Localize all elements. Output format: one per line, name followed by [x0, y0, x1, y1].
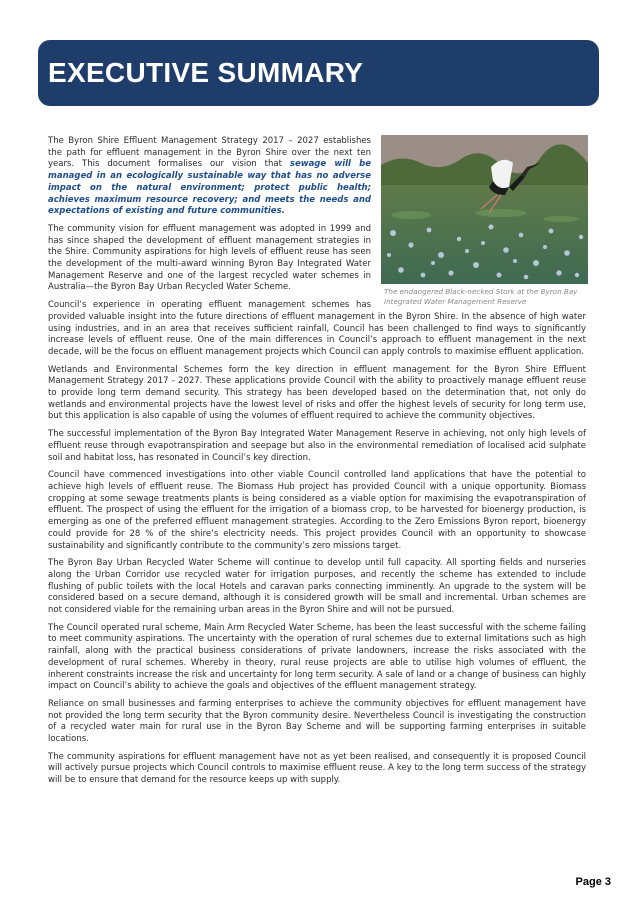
paragraph-2: The community vision for effluent management was adopted in 1999 and has since shaped the development of effluent management strategies in the Shire. Community aspirations for high levels of effluent reuse has seen the development of the multi-award winning Byron Bay Integrated Water Management Reserve and one of the largest recycled water schemes in Australia—the Byron Bay Urban Recycled Water Scheme.	[48, 223, 371, 293]
body-text	[48, 136, 586, 793]
page-title: EXECUTIVE SUMMARY	[48, 57, 364, 88]
paragraph-10: The community aspirations for effluent management have not as yet been realised, and consequently it is proposed Council will actively pursue projects which Council controls to maximise effluent reuse. A key to the long term success of the strategy will be to ensure that demand for the resource keeps up with supply.	[48, 751, 586, 786]
paragraph-1-lead: The Byron Shire Effluent Management Strategy 2017 – 2027 establishes the path for effluent management in the Byron Shire over the next ten years. This document formalises our vision that	[48, 136, 371, 170]
photo-caption: The endangered Black-necked Stork at the Byron Bay Integrated Water Management Reserve	[384, 287, 578, 306]
paragraph-8: The Council operated rural scheme, Main Arm Recycled Water Scheme, has been the least successful with the scheme failing to meet community aspirations. The uncertainty with the operation of rural schemes due to external limitations such as high rainfall, along with the practical business considerations of private landowners, increase the risks associated with the development of rural schemes. Whereby in theory, rural reuse projects are able to utilise high volumes of effluent, the inherent constraints increase the risk and uncertainty for long term security. A sale of land or a change of business can highly impact on Council’s ability to achieve the goals and objectives of the effluent management strategy.	[48, 622, 586, 692]
stork-photo-icon	[381, 135, 588, 284]
paragraph-3: Council’s experience in operating effluent management schemes has provided valuable insight into the future directions of effluent management in the Byron Shire. In the absence of high water using industries, and in an area that receives sufficient rainfall, Council has been challenged to find ways to significantly increase levels of effluent reuse. One of the main differences in Council’s approach to effluent management in the next decade, will be the focus on effluent management projects which Council can apply controls to maximise effluent application.	[48, 300, 586, 357]
photo-figure	[381, 135, 588, 307]
paragraph-6: Council have commenced investigations into other viable Council controlled land applications that have the potential to achieve high levels of effluent reuse. The Biomass Hub project has provided Council with a unique opportunity. Biomass cropping at some sewage treatments plants is being considered as a viable option for maximising the evapotranspiration of effluent. The prospect of using the effluent for the irrigation of a biomass crop, to be harvested for bioenergy production, is emerging as one of the preferred effluent management strategies. According to the Zero Emissions Byron report, bioenergy could provide for 28 % of the shire’s electricity needs. This project provides Council with an opportunity to showcase sustainability and significantly contribute to the community’s zero missions target.	[48, 470, 586, 551]
title-banner	[38, 40, 599, 106]
paragraph-4: Wetlands and Environmental Schemes form the key direction in effluent management for the Byron Shire Effluent Management Strategy 2017 - 2027. These applications provide Council with the ability to proactively manage effluent reuse to provide long term demand security. This strategy has been developed based on the determination that, not only do wetlands and environmental projects have the lowest level of risks and offer the highest levels of security for long term use, but this application is also capable of using the volumes of effluent required to achieve the community objectives.	[48, 364, 586, 422]
page-number: Page 3	[575, 876, 611, 888]
paragraph-7: The Byron Bay Urban Recycled Water Scheme will continue to develop until full capacity. All sporting fields and nurseries along the Urban Corridor use recycled water for irrigation purposes, and recently the scheme has extended to include flushing of public toilets with the local Hotels and caravan parks connecting imminently. An upgrade to the system will be considered based on a secure demand, although it is considered growth will be small and incremental. Urban schemes are not considered viable for the remaining urban areas in the Byron Shire and will not be pursued.	[48, 558, 586, 616]
paragraph-5: The successful implementation of the Byron Bay Integrated Water Management Reserve in achieving, not only high levels of effluent reuse through evapotranspiration and seepage but also in the environmental remediation of localised acid sulphate soil and habitat loss, has resonated in Council’s key direction.	[48, 429, 586, 463]
vision-statement: sewage will be managed in an ecologically sustainable way that has no adverse impact on the natural environment; protect public health; achieves maximum resource recovery; and meets the needs and expectations of existing and future communities.	[48, 159, 371, 217]
paragraph-9: Reliance on small businesses and farming enterprises to achieve the community objectives for effluent management have not provided the long term security that the Byron community desire. Nevertheless Council is investigating the construction of a recycled water main for rural use in the Byron Bay Scheme and will be supporting farming enterprises in suitable locations.	[48, 698, 586, 745]
